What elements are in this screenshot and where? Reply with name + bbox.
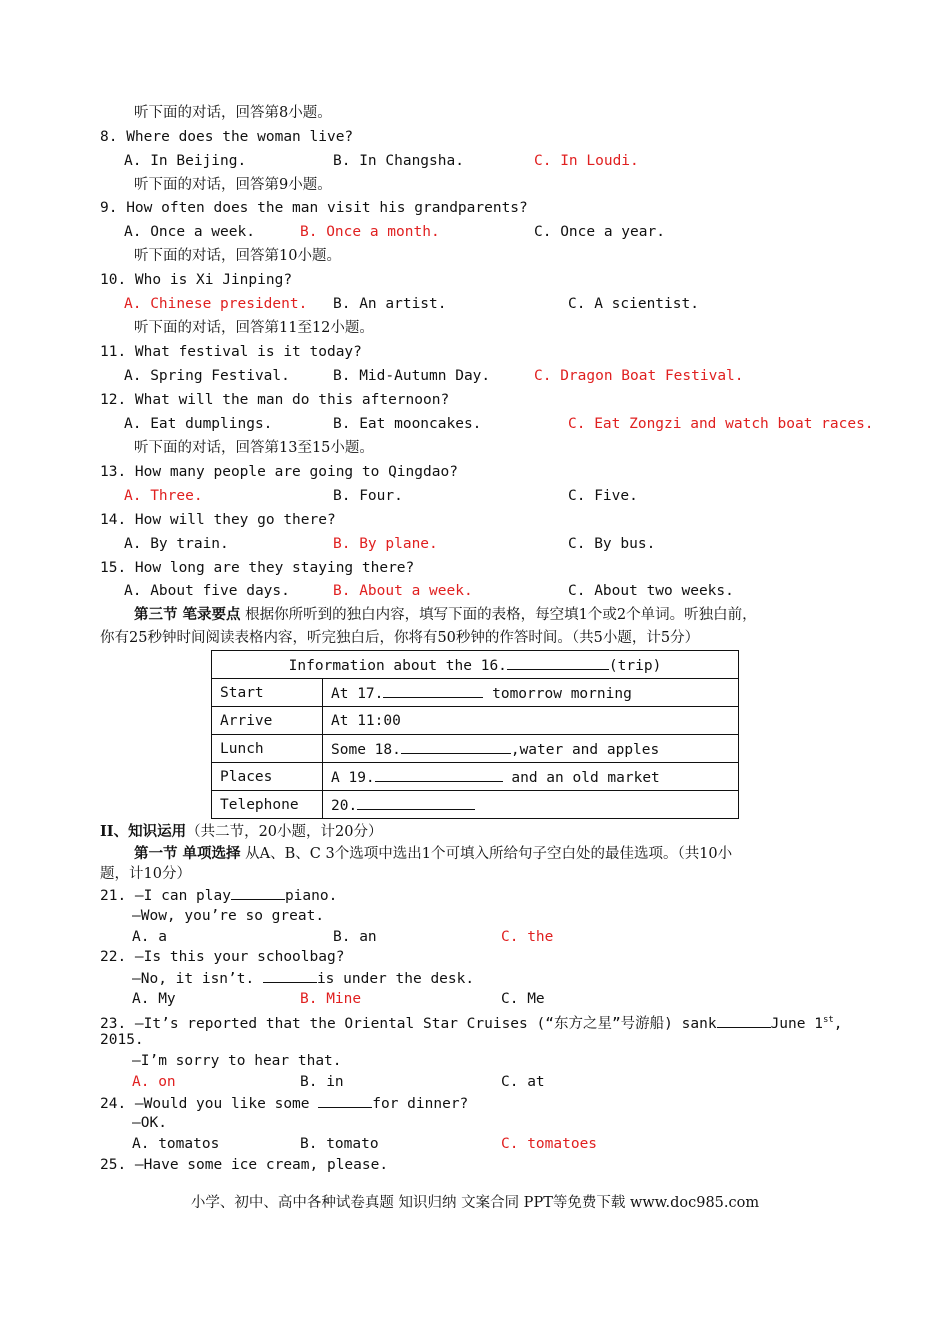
- q22-reply-end: is under the desk.: [316, 971, 475, 987]
- q23-comma: ,: [833, 1015, 843, 1032]
- row-text: Some 18.: [331, 742, 401, 758]
- q22-option-c: C. Me: [501, 991, 545, 1007]
- row-text-suffix: ,water and apples: [510, 742, 660, 758]
- row-text: A 19.: [331, 770, 375, 786]
- table-row: [212, 791, 739, 819]
- q10-option-c: C. A scientist.: [568, 296, 699, 312]
- table-header: [212, 651, 739, 679]
- instruction-q10: 听下面的对话，回答第10小题。: [134, 248, 341, 264]
- q21-option-b: B. an: [333, 929, 377, 945]
- q21-blank[interactable]: [231, 885, 285, 900]
- q22-reply-text: —No, it isn’t.: [132, 971, 255, 987]
- table-row: [212, 679, 739, 707]
- q23-reply: —I’m sorry to hear that.: [132, 1053, 342, 1069]
- part2-title: II、知识运用: [100, 823, 187, 840]
- section3-instructions: 根据你所听到的独白内容，填写下面的表格，每空填1个或2个单词。听独白前，: [245, 607, 757, 623]
- q13-option-c: C. Five.: [568, 488, 638, 504]
- question-11: 11. What festival is it today?: [100, 344, 362, 360]
- q24-option-c-answer: C. tomatoes: [501, 1136, 598, 1152]
- q14-option-c: C. By bus.: [568, 536, 656, 552]
- row-label: Start: [212, 679, 323, 707]
- answer-blank-20[interactable]: [357, 795, 475, 810]
- q11-option-b: B. Mid-Autumn Day.: [333, 368, 491, 384]
- q13-option-b: B. Four.: [333, 488, 403, 504]
- q10-option-b: B. An artist.: [333, 296, 447, 312]
- question-25: 25. —Have some ice cream, please.: [100, 1157, 389, 1173]
- question-8: 8. Where does the woman live?: [100, 129, 354, 145]
- q24-text-end: for dinner?: [372, 1096, 469, 1112]
- part2-note: （共二节，20小题，计20分）: [186, 824, 383, 840]
- q8-option-b: B. In Changsha.: [333, 153, 464, 169]
- part2-section1-line2: 题，计10分）: [100, 866, 191, 882]
- q21-text-end: piano.: [284, 888, 338, 904]
- q23-option-c: C. at: [501, 1074, 545, 1090]
- row-text: 20.: [331, 798, 358, 814]
- row-label: Places: [212, 763, 323, 791]
- section1-instructions: 从A、B、C 3个选项中选出1个可填入所给句子空白处的最佳选项。（共10小: [245, 846, 733, 862]
- q21-reply: —Wow, you’re so great.: [132, 908, 325, 924]
- row-value: [323, 679, 739, 707]
- row-text-suffix: and an old market: [502, 770, 660, 786]
- question-24: [100, 1093, 468, 1114]
- q12-option-b: B. Eat mooncakes.: [333, 416, 482, 432]
- q23-option-b: B. in: [300, 1074, 344, 1090]
- page-footer: 小学、初中、高中各种试卷真题 知识归纳 文案合同 PPT等免费下载 www.doc985.com: [190, 1195, 760, 1211]
- row-value: At 11:00: [323, 707, 739, 735]
- q23-text-date: June 1: [770, 1015, 823, 1032]
- row-label: Arrive: [212, 707, 323, 735]
- part2-section1-line1: [134, 844, 732, 864]
- answer-blank-17[interactable]: [383, 683, 483, 698]
- row-text: At 17.: [331, 686, 384, 702]
- row-label: Telephone: [212, 791, 323, 819]
- q22-reply: [132, 968, 474, 989]
- q21-option-a: A. a: [132, 929, 167, 945]
- section1-title: 第一节 单项选择: [134, 845, 241, 862]
- q24-reply: —OK.: [132, 1115, 167, 1131]
- question-10: 10. Who is Xi Jinping?: [100, 272, 293, 288]
- question-13: 13. How many people are going to Qingdao?: [100, 464, 458, 480]
- table-header-text: Information about the 16.: [288, 658, 507, 674]
- row-text-suffix: tomorrow morning: [483, 686, 632, 702]
- question-14: 14. How will they go there?: [100, 512, 336, 528]
- answer-blank-19[interactable]: [375, 767, 503, 782]
- q10-option-a-answer: A. Chinese president.: [124, 296, 308, 312]
- q8-option-c-answer: C. In Loudi.: [534, 153, 639, 169]
- answer-blank-18[interactable]: [401, 739, 511, 754]
- q15-option-c: C. About two weeks.: [568, 583, 734, 599]
- info-table: [211, 650, 739, 819]
- q24-option-a: A. tomatos: [132, 1136, 220, 1152]
- table-row: [212, 763, 739, 791]
- q9-option-b-answer: B. Once a month.: [300, 224, 440, 240]
- q23-year: 2015.: [100, 1032, 144, 1048]
- question-9: 9. How often does the man visit his grandparents?: [100, 200, 528, 216]
- part2-heading: [100, 822, 382, 842]
- q9-option-c: C. Once a year.: [534, 224, 665, 240]
- q11-option-a: A. Spring Festival.: [124, 368, 290, 384]
- question-21: [100, 885, 337, 906]
- instruction-q8: 听下面的对话，回答第8小题。: [134, 105, 332, 121]
- q23-superscript: st: [822, 1015, 834, 1025]
- section3-line2: 你有25秒钟时间阅读表格内容，听完独白后，你将有50秒钟的作答时间。（共5小题，计5分）: [100, 630, 700, 646]
- q21-option-c-answer: C. the: [501, 929, 554, 945]
- section3-line1: [134, 605, 757, 625]
- q12-option-a: A. Eat dumplings.: [124, 416, 273, 432]
- q14-option-a: A. By train.: [124, 536, 229, 552]
- q23-option-a-answer: A. on: [132, 1074, 176, 1090]
- table-row: [212, 735, 739, 763]
- q24-option-b: B. tomato: [300, 1136, 379, 1152]
- q9-option-a: A. Once a week.: [124, 224, 255, 240]
- q23-text: 23. —It’s reported that the Oriental Star Cruises (“东方之星”号游船) sank: [100, 1015, 717, 1032]
- q23-blank[interactable]: [717, 1013, 771, 1028]
- q11-option-c-answer: C. Dragon Boat Festival.: [534, 368, 744, 384]
- q22-option-a: A. My: [132, 991, 176, 1007]
- table-row: [212, 707, 739, 735]
- q12-option-c-answer: C. Eat Zongzi and watch boat races.: [568, 416, 874, 432]
- instruction-q9: 听下面的对话，回答第9小题。: [134, 177, 332, 193]
- section3-title: 第三节 笔录要点: [134, 606, 241, 623]
- q24-blank[interactable]: [318, 1093, 372, 1108]
- q15-option-a: A. About five days.: [124, 583, 290, 599]
- answer-blank-16[interactable]: [507, 655, 609, 670]
- row-value: [323, 763, 739, 791]
- table-header-suffix: (trip): [608, 658, 662, 674]
- q14-option-b-answer: B. By plane.: [333, 536, 438, 552]
- question-12: 12. What will the man do this afternoon?: [100, 392, 450, 408]
- q13-option-a-answer: A. Three.: [124, 488, 203, 504]
- question-15: 15. How long are they staying there?: [100, 560, 415, 576]
- q22-option-b-answer: B. Mine: [300, 991, 362, 1007]
- q24-text: 24. —Would you like some: [100, 1096, 310, 1112]
- question-23: [100, 1010, 843, 1034]
- q21-text: 21. —I can play: [100, 888, 231, 904]
- row-value: [323, 791, 739, 819]
- q22-blank[interactable]: [263, 968, 317, 983]
- instruction-q11-12: 听下面的对话，回答第11至12小题。: [134, 320, 374, 336]
- q15-option-b-answer: B. About a week.: [333, 583, 473, 599]
- row-value: [323, 735, 739, 763]
- row-label: Lunch: [212, 735, 323, 763]
- instruction-q13-15: 听下面的对话，回答第13至15小题。: [134, 440, 374, 456]
- q8-option-a: A. In Beijing.: [124, 153, 247, 169]
- question-22: 22. —Is this your schoolbag?: [100, 949, 345, 965]
